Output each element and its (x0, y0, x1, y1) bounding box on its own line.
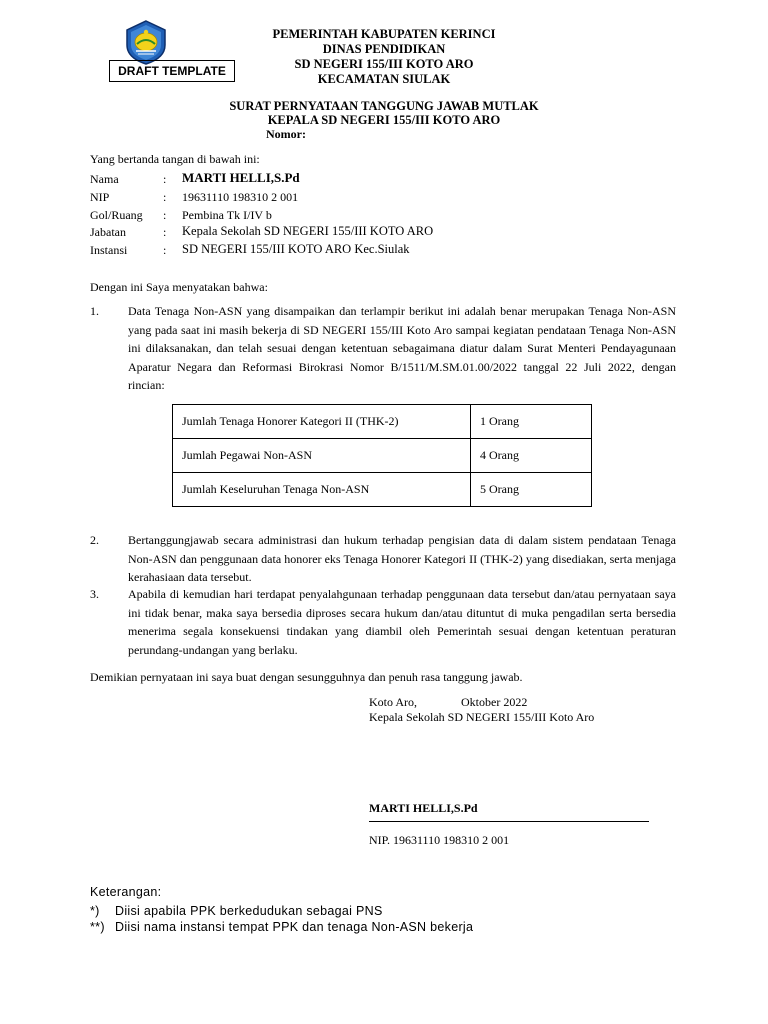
identity-label-golongan: Gol/Ruang (90, 208, 143, 222)
signature-position: Kepala Sekolah SD NEGERI 155/III Koto Aro (369, 710, 595, 724)
identity-label-jabatan: Jabatan (90, 225, 126, 239)
identity-label-nama: Nama (90, 172, 119, 186)
point-number: 1. (90, 304, 99, 318)
identity-colon: : (163, 243, 167, 257)
identity-colon: : (163, 172, 167, 186)
signatory-name: MARTI HELLI,S.Pd (369, 801, 478, 815)
identity-value-jabatan: Kepala Sekolah SD NEGERI 155/III KOTO ARO (182, 224, 434, 238)
identity-value-nama: MARTI HELLI,S.Pd (182, 170, 300, 185)
identity-value-instansi: SD NEGERI 155/III KOTO ARO Kec.Siulak (182, 242, 410, 256)
identity-value-golongan: Pembina Tk I/IV b (182, 208, 272, 222)
point-text: Data Tenaga Non-ASN yang disampaikan dan terlampir berikut ini adalah benar merupakan Tenaga Non-ASN yang pada saat ini masih bekerja di SD NEGERI 155/III Koto Aro sampai kegiatan pendataan Tenaga Non-ASN ini dilaksanakan, dan telah sesuai dengan ketentuan sebagaimana diatur dalam Surat Menteri Pendayagunaan Aparatur Negara dan Reformasi Birokrasi Nomor B/1511/M.SM.01.00/2022 tanggal 22 Juli 2022, dengan rincian: (128, 304, 676, 392)
note-text: Diisi apabila PPK berkedudukan sebagai PNS (115, 904, 383, 918)
table-row (173, 439, 592, 473)
school-name-line: SD NEGERI 155/III KOTO ARO (294, 57, 474, 71)
table-cell-value: 4 Orang (471, 439, 592, 473)
table-cell-value: 1 Orang (471, 405, 592, 439)
non-asn-summary-table (172, 404, 592, 507)
document-number-label: Nomor: (266, 127, 306, 141)
document-title: SURAT PERNYATAAN TANGGUNG JAWAB MUTLAK (229, 99, 539, 113)
note-text: Diisi nama instansi tempat PPK dan tenaga Non-ASN bekerja (115, 920, 474, 934)
table-cell-value: 5 Orang (471, 473, 592, 507)
intro-text: Yang bertanda tangan di bawah ini: (90, 152, 260, 166)
identity-value-nip: 19631110 198310 2 001 (182, 190, 299, 204)
note-mark: **) (90, 920, 105, 934)
point-number: 2. (90, 533, 99, 547)
signature-underline (369, 821, 649, 822)
identity-label-nip: NIP (90, 190, 110, 204)
identity-colon: : (163, 225, 167, 239)
identity-colon: : (163, 190, 167, 204)
document-subtitle: KEPALA SD NEGERI 155/III KOTO ARO (267, 113, 501, 127)
district-name-line: KECAMATAN SIULAK (317, 72, 451, 86)
note-mark: *) (90, 904, 100, 918)
department-name-line: DINAS PENDIDIKAN (322, 42, 446, 56)
table-cell-label: Jumlah Pegawai Non-ASN (173, 439, 471, 473)
point-number: 3. (90, 587, 99, 601)
table-row (173, 473, 592, 507)
point-text: Bertanggungjawab secara administrasi dan hukum terhadap pengisian data di dalam sistem pendataan Tenaga Non-ASN dan penggunaan data honorer eks Tenaga Honorer Kategori II (THK-2) yang disediakan, serta menjaga kerahasiaan data tersebut. (128, 533, 676, 584)
draft-template-badge: DRAFT TEMPLATE (109, 60, 235, 82)
table-cell-label: Jumlah Keseluruhan Tenaga Non-ASN (173, 473, 471, 507)
identity-colon: : (163, 208, 167, 222)
signatory-nip: NIP. 19631110 198310 2 001 (369, 833, 510, 847)
notes-heading: Keterangan: (90, 885, 162, 899)
agency-name-line: PEMERINTAH KABUPATEN KERINCI (272, 27, 496, 41)
signature-place: Koto Aro, (369, 695, 417, 709)
table-cell-label: Jumlah Tenaga Honorer Kategori II (THK-2) (173, 405, 471, 439)
closing-text: Demikian pernyataan ini saya buat dengan sesungguhnya dan penuh rasa tanggung jawab. (90, 670, 523, 684)
statement-intro: Dengan ini Saya menyatakan bahwa: (90, 280, 268, 294)
point-text: Apabila di kemudian hari terdapat penyalahgunaan terhadap penggunaan data tersebut dan/atau pernyataan saya ini tidak benar, maka saya bersedia diproses secara hukum dan/atau dituntut di muka pengadilan serta bersedia menerima segala konsekuensi tindakan yang diambil oleh Pemerintah sesuai dengan ketentuan peraturan perundang-undangan yang berlaku. (128, 587, 676, 657)
signature-date: Oktober 2022 (461, 695, 528, 709)
identity-label-instansi: Instansi (90, 243, 128, 257)
table-row (173, 405, 592, 439)
